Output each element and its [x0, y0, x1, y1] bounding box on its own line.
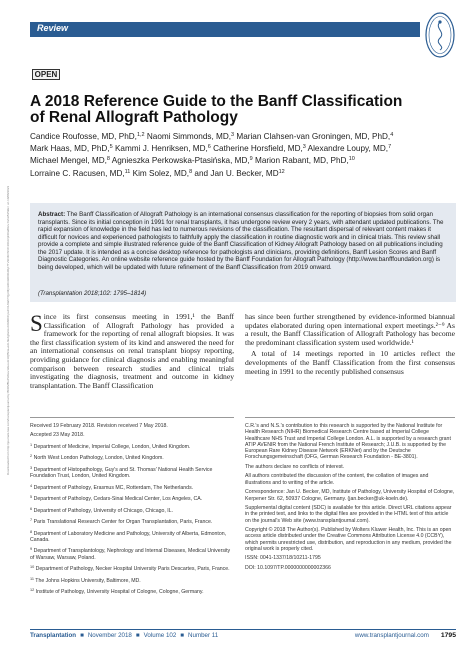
body-left-text: ince its first consensus meeting in 1991,¹ the Banff Classification of Allograft Pathology has provided a framework for the reporting of renal allograft biopsies. It was the first classification system of its kind and answered the need for an international consensus on renal transplant biopsy reporting, providing guidance for clinical diagnosis and enabling meaningful comparison between research studies and clinical trials investigating the diagnosis, treatment and outcome in kidney transplantation. The Banff Classification [30, 312, 234, 390]
abstract-body: The Banff Classification of Allograft Pathology is an international consensus classification for the reporting of biopsies from solid organ transplants. Since its initial conception in 1991 for renal transplants, it has undergone review every 2 years, with attendant updated publications. The rapid expansion of knowledge in the field has led to numerous revisions of the classification. The resultant dispersal of relevant content makes it difficult for novices and experienced pathologists to faithfully apply the classification in routine diagnostic work and in clinical trials. This review shall provide a complete and simple illustrated reference guide of the Banff Classification of Kidney Allograft Pathology based on all publications including the 2017 update. It is intended as a concise desktop reference for pathologists and clinicians, providing definitions, Banff Lesion Scores and Banff Diagnostic Categories. An online website reference guide hosted by the Banff Foundation for Allograft Pathology (http://www.banfffoundation.org) is being developed, which will be updated with future refinement of the Banff Classification from 2019 onward. [38, 211, 444, 271]
affiliation-marker: 8 [106, 156, 110, 163]
affiliation-number: 7 [30, 518, 33, 523]
author-text: Michael Mengel, MD, [30, 156, 107, 166]
footnote-text: The authors declare no conflicts of interest. [245, 463, 345, 470]
funding-notes [245, 423, 455, 574]
author-text: Agnieszka Perkowska-Ptasińska, MD, [109, 156, 250, 166]
affiliation-number: 2 [30, 454, 33, 459]
affiliation-number: 10 [30, 565, 35, 570]
affiliation-note [30, 506, 234, 514]
footnote [245, 505, 455, 524]
affiliation-note [30, 564, 234, 572]
abstract-box [30, 203, 456, 302]
affiliations-notes [30, 423, 234, 599]
author-text: Catherine Horsfield, MD, [210, 144, 303, 154]
footnote-text: Supplemental digital content (SDC) is available for this article. Direct URL citations appear in the printed text, and links to the digital files are provided in the HTML text of this article on the journal's Web site (www.transplantjournal.com). [245, 505, 452, 524]
footnote [245, 527, 455, 552]
footnote-text: Correspondence: Jan U. Becker, MD, Institute of Pathology, University Hospital of Cologne, Kerpener Str. 62, 50937 Cologne, Germany. (jan.becker@uk-koeln.de). [245, 489, 455, 502]
journal-seal-logo [424, 10, 456, 60]
affiliation-note-text: Institute of Pathology, University Hospital of Cologne, Cologne, Germany. [34, 589, 204, 596]
affiliation-note-text: Paris Translational Research Center for Organ Transplantation, Paris, France. [32, 519, 213, 526]
footnote-text: C.R.'s and N.S.'s contribution to this research is supported by the National Institute for Health Research (NIHR) Biomedical Research Centre based at Imperial College Healthcare NHS Trust and Imperial College London. A.L. is supported by a research grant ATIP AVENIR from the National French Institute of Research; J.U.B. is supported by the European Rare Kidney Disease Network (ERKNet) and by the Deutsche Forschungsgemeinschaft (DFG, German Research Foundation - BE-3801). [245, 423, 451, 461]
footnote [245, 464, 455, 470]
affiliation-marker: 1,2 [136, 132, 145, 138]
footer-url[interactable]: www.transplantjournal.com [354, 632, 429, 639]
affiliation-note-text: Department of Transplantology, Nephrology and Internal Diseases, Medical University of Warsaw, Warsaw, Poland. [30, 548, 231, 561]
abstract-citation: (Transplantation 2018;102: 1795–1814) [38, 290, 147, 297]
footer-journal: Transplantation [30, 632, 77, 639]
footnote [245, 565, 455, 571]
download-watermark [6, 175, 16, 475]
footnote-text: ISSN: 0041-1337/18/10211-1795 [245, 555, 321, 562]
affiliation-marker: 11 [124, 168, 131, 175]
author-line [30, 154, 455, 166]
author-text: Candice Roufosse, MD, PhD, [30, 132, 137, 141]
footer-volume: Volume 102 [143, 632, 177, 639]
affiliation-note-text: Department of Pathology, Erasmus MC, Rotterdam, The Netherlands. [32, 484, 194, 491]
footer-right [300, 632, 456, 639]
section-banner [30, 22, 420, 37]
affiliation-marker: 9 [249, 156, 253, 163]
affiliation-note-text: Department of Laboratory Medicine and Pathology, University of Alberta, Edmonton, Canada. [30, 530, 227, 543]
affiliation-number: 9 [30, 547, 33, 552]
body-column-left [30, 313, 234, 390]
footnote-text: DOI: 10.1097/TP.0000000000002366 [245, 564, 331, 571]
affiliation-note-text: Received 19 February 2018. Revision received 7 May 2018. [30, 423, 168, 429]
download-watermark-text: Downloaded from http://journals.lww.com/transplantjournal by BhDMf5ePHKav1zEoum1tQfN4a+kJLhEZgbsIHo4XMi0hCywCX1AWnYQp/IlQrHD3i3D0OdRyi7TvSFl4Cf3VC4/OAVpDDa8K2+Ya6H515kE= on 10/08/2023 [6, 185, 10, 475]
affiliation-marker: 5 [109, 144, 113, 151]
footnote [245, 555, 455, 561]
affiliation-number: 3 [30, 465, 33, 470]
affiliation-number: 12 [30, 588, 35, 593]
affiliation-number: 8 [30, 529, 33, 534]
article-title [30, 94, 455, 126]
footer-divider [30, 629, 456, 630]
author-line [30, 142, 455, 154]
affiliation-note [30, 529, 234, 544]
affiliation-note-text: Department of Medicine, Imperial College, London, United Kingdom. [32, 443, 191, 450]
author-text: Naomi Simmonds, MD, [144, 132, 232, 141]
footer-number: Number 11 [188, 632, 219, 639]
affiliation-note [30, 576, 234, 584]
footnote-text: Copyright © 2018 The Author(s). Published by Wolters Kluwer Health, Inc. This is an open access article distributed under the Creative Commons Attribution License 4.0 (CCBY), which permits unrestricted use, distribution, and reproduction in any medium, provided the original work is properly cited. [245, 527, 452, 552]
drop-cap: S [30, 311, 43, 336]
affiliation-note [30, 517, 234, 525]
footnote [245, 489, 455, 502]
affiliation-marker: 8 [189, 168, 193, 175]
affiliation-marker: 3 [302, 144, 306, 151]
affiliation-note-text: The Johns Hopkins University, Baltimore, MD. [33, 577, 141, 584]
abstract-text [38, 211, 446, 271]
footnote [245, 423, 455, 461]
open-access-badge: OPEN [32, 69, 60, 80]
affiliation-marker: 3 [231, 132, 235, 138]
author-text: Marion Rabant, MD, PhD, [252, 156, 349, 166]
affiliation-note [30, 494, 234, 502]
title-line-2: of Renal Allograft Pathology [30, 109, 238, 126]
affiliation-number: 5 [30, 495, 33, 500]
affiliation-number: 4 [30, 483, 33, 488]
body-right-paragraph-2: A total of 14 meetings reported in 10 articles reflect the developments of the Banff Classification from the first consensus meeting in 1991 to the recently published consensus [245, 349, 455, 376]
body-column-right [245, 313, 455, 376]
abstract-label: Abstract: [38, 211, 66, 218]
author-text: Alexandre Loupy, MD, [305, 144, 389, 154]
affiliation-marker: 4 [390, 132, 394, 138]
section-label: Review [37, 23, 69, 33]
author-text: Kim Solez, MD, [130, 168, 190, 178]
affiliation-note [30, 432, 234, 438]
affiliation-marker: 6 [207, 144, 211, 151]
affiliation-note [30, 442, 234, 450]
notes-divider-right [245, 417, 455, 418]
affiliation-note-text: Department of Pathology, University of Chicago, Chicago, IL. [32, 507, 174, 514]
affiliation-note [30, 465, 234, 480]
affiliation-note [30, 453, 234, 461]
author-line [30, 130, 455, 142]
author-text: Kammi J. Henriksen, MD, [112, 144, 208, 154]
affiliation-note-text: Accepted 23 May 2018. [30, 432, 85, 439]
affiliation-note-text: North West London Pathology, London, United Kingdom. [32, 455, 164, 462]
affiliation-number: 6 [30, 506, 33, 511]
affiliation-number: 11 [30, 576, 34, 581]
footer-date: November 2018 [87, 632, 132, 639]
title-line-1: A 2018 Reference Guide to the Banff Classification [30, 93, 403, 110]
affiliation-note [30, 587, 234, 595]
author-line [30, 167, 455, 179]
affiliation-number: 1 [30, 442, 33, 447]
affiliation-note-text: Department of Pathology, Cedars-Sinai Medical Center, Los Angeles, CA. [32, 496, 203, 503]
author-list [30, 130, 455, 179]
footnote-text: All authors contributed the discussion of the content, the collation of images and illustrations and to writing of the article. [245, 473, 429, 486]
affiliation-note-text: Department of Pathology, Necker Hospital University Paris Descartes, Paris, France. [34, 566, 230, 573]
footnote [245, 473, 455, 486]
affiliation-note [30, 423, 234, 429]
affiliation-marker: 10 [348, 156, 355, 163]
affiliation-marker: 7 [388, 144, 392, 151]
affiliation-marker: 12 [278, 168, 285, 175]
affiliation-note-text: Department of Histopathology, Guy's and St. Thomas' National Health Service Foundation Trust, London, United Kingdom. [30, 466, 213, 480]
author-text: and Jan U. Becker, MD [192, 168, 279, 178]
notes-divider-left [30, 417, 234, 418]
author-text: Mark Haas, MD, PhD, [30, 144, 110, 154]
footer-left: Transplantation ■ November 2018 ■ Volume 102 ■ Number 11 [30, 632, 219, 639]
author-text: Lorraine C. Racusen, MD, [30, 168, 125, 178]
affiliation-note [30, 483, 234, 491]
body-right-paragraph-1: has since been further strengthened by evidence-informed biannual updates elaborated during open international expert meetings.²⁻⁹ As a result, the Banff Classification of Allograft Pathology has become the predominant classification system used worldwide.¹ [245, 312, 455, 347]
author-text: Marian Clahsen-van Groningen, MD, PhD, [234, 132, 391, 141]
affiliation-note [30, 546, 234, 561]
page-number: 1795 [440, 632, 456, 639]
